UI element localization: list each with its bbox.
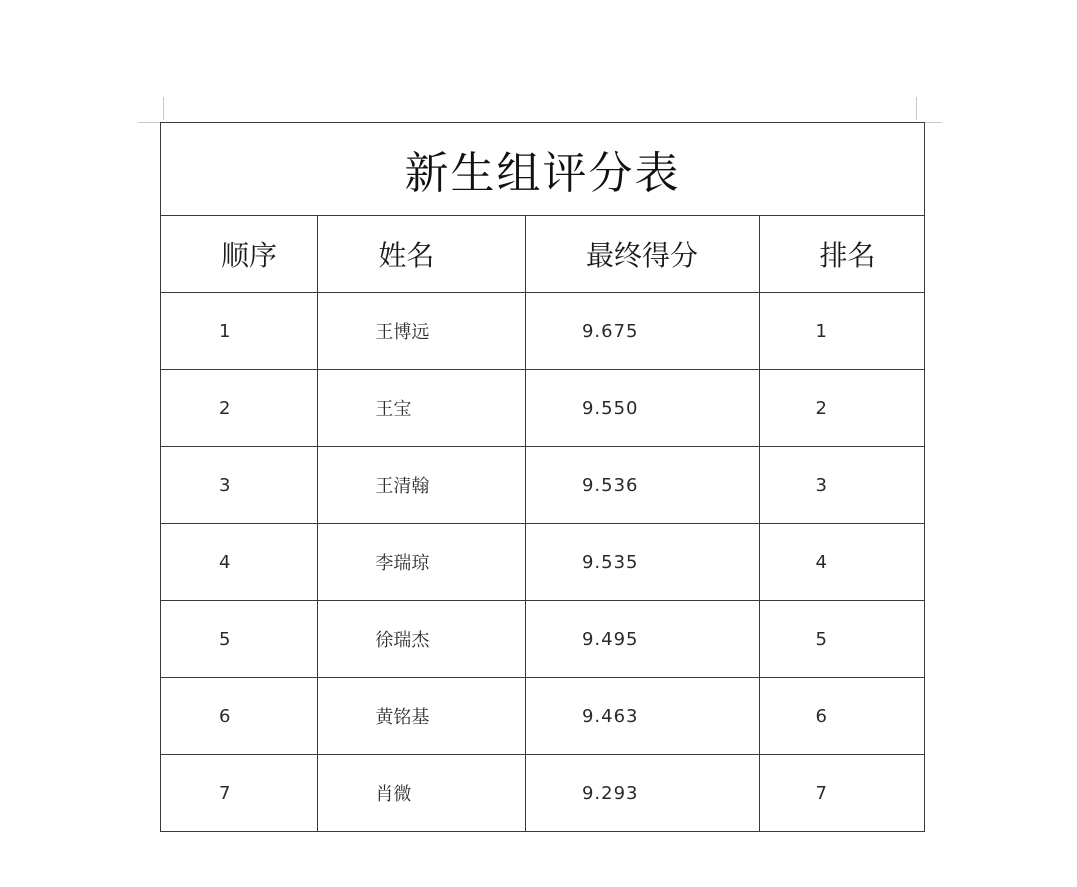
crop-mark-top-right-horizontal — [922, 122, 942, 123]
crop-mark-top-right-vertical — [916, 97, 917, 120]
cell-seq: 6 — [161, 678, 318, 755]
table-row — [161, 293, 925, 370]
table-row — [161, 370, 925, 447]
cell-rank: 5 — [759, 601, 924, 678]
cell-rank: 7 — [759, 755, 924, 832]
cell-name: 王清翰 — [318, 447, 526, 524]
score-table — [160, 122, 925, 832]
cell-seq: 4 — [161, 524, 318, 601]
cell-seq: 2 — [161, 370, 318, 447]
table-row — [161, 447, 925, 524]
cell-rank: 6 — [759, 678, 924, 755]
table-row — [161, 678, 925, 755]
table-row — [161, 601, 925, 678]
cell-seq: 5 — [161, 601, 318, 678]
column-header-name: 姓名 — [318, 216, 526, 293]
crop-mark-top-left-vertical — [163, 97, 164, 120]
cell-name: 李瑞琼 — [318, 524, 526, 601]
title-row — [161, 123, 925, 216]
cell-name: 徐瑞杰 — [318, 601, 526, 678]
crop-mark-top-left-horizontal — [138, 122, 161, 123]
cell-rank: 1 — [759, 293, 924, 370]
cell-name: 王博远 — [318, 293, 526, 370]
header-row — [161, 216, 925, 293]
column-header-seq: 顺序 — [161, 216, 318, 293]
column-header-rank: 排名 — [759, 216, 924, 293]
cell-name: 王宝 — [318, 370, 526, 447]
column-header-score: 最终得分 — [525, 216, 759, 293]
table-row — [161, 755, 925, 832]
cell-score: 9.293 — [525, 755, 759, 832]
cell-name: 肖微 — [318, 755, 526, 832]
cell-rank: 4 — [759, 524, 924, 601]
cell-rank: 2 — [759, 370, 924, 447]
cell-score: 9.536 — [525, 447, 759, 524]
cell-seq: 3 — [161, 447, 318, 524]
cell-rank: 3 — [759, 447, 924, 524]
table-row — [161, 524, 925, 601]
table-title: 新生组评分表 — [161, 123, 925, 216]
cell-name: 黄铭基 — [318, 678, 526, 755]
cell-seq: 7 — [161, 755, 318, 832]
cell-score: 9.463 — [525, 678, 759, 755]
cell-score: 9.495 — [525, 601, 759, 678]
cell-score: 9.550 — [525, 370, 759, 447]
cell-score: 9.675 — [525, 293, 759, 370]
cell-seq: 1 — [161, 293, 318, 370]
cell-score: 9.535 — [525, 524, 759, 601]
